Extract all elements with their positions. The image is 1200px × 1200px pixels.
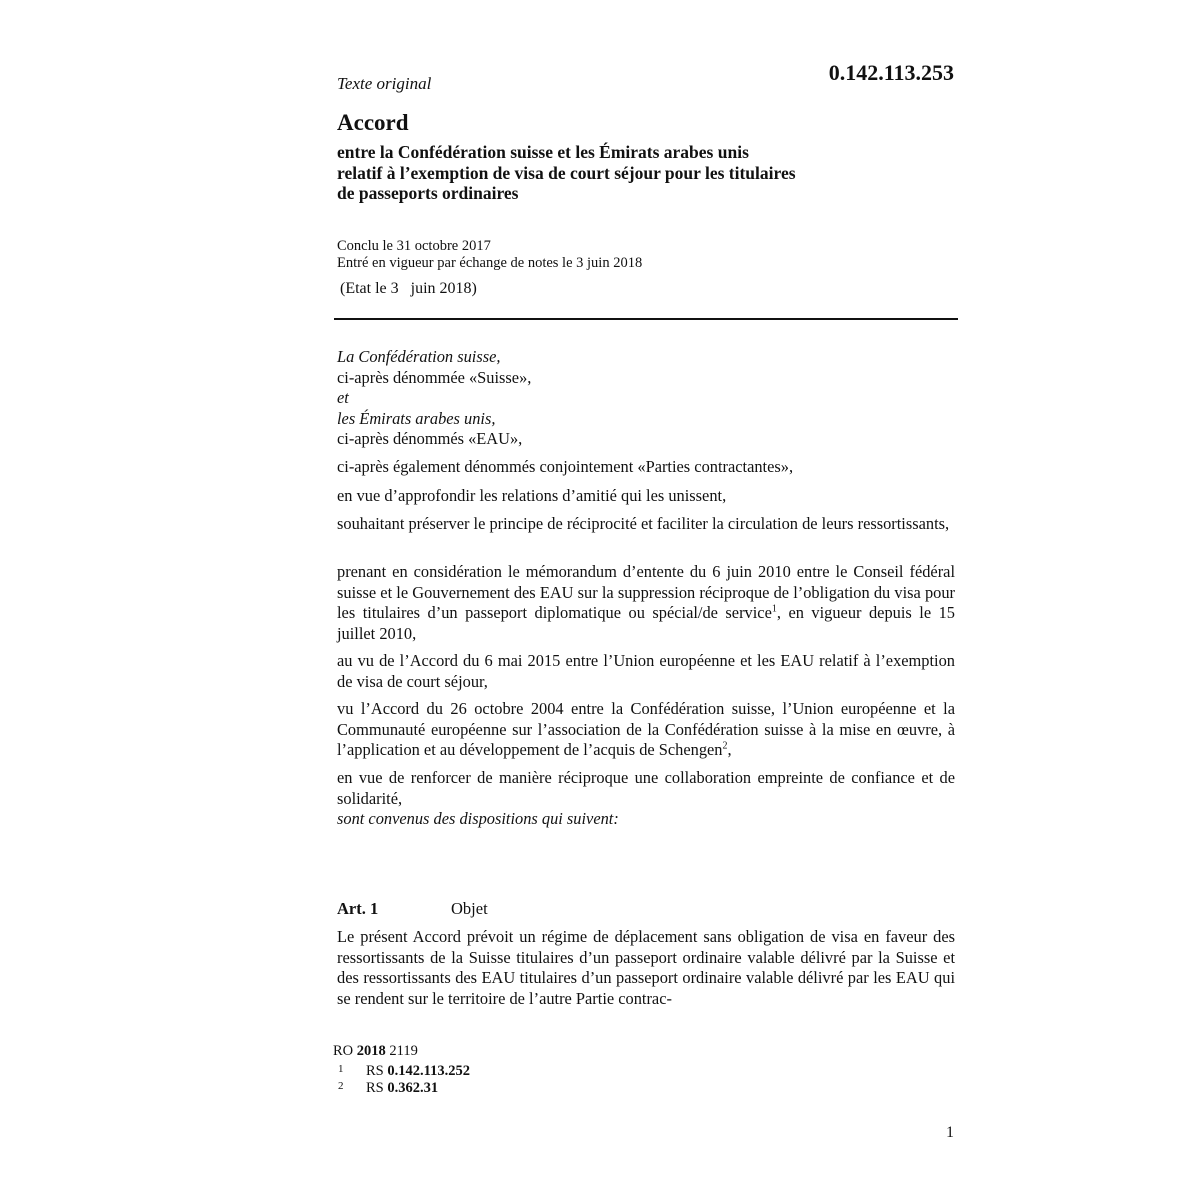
footnote-ref-link[interactable]: 0.362.31 <box>387 1080 439 1096</box>
preamble-text: au vu de l’Accord du 6 mai 2015 entre l’Union européenne et les EAU relatif à l’exemption de visa de court séjour, <box>337 651 955 691</box>
subtitle-line: relatif à l’exemption de visa de court séjour pour les titulaires <box>337 162 796 183</box>
preamble-text <box>337 562 955 644</box>
party-switzerland-desc: ci-après dénommée «Suisse», <box>337 367 532 387</box>
footnote-prefix: RS <box>366 1063 388 1079</box>
subtitle-line: entre la Confédération suisse et les Émirats arabes unis <box>337 142 749 162</box>
footnote-ref-2[interactable]: 2 <box>722 740 728 752</box>
preamble-text <box>337 699 955 761</box>
document-title: Accord <box>337 110 409 135</box>
preamble-text: ci-après également dénommés conjointement «Parties contractantes», <box>337 457 794 476</box>
preamble-text: en vue de renforcer de manière réciproque une collaboration empreinte de confiance et de solidarité, <box>337 768 955 808</box>
preamble-reciprocity <box>337 514 955 535</box>
schengen-text-end: , <box>727 740 732 759</box>
ro-year: 2018 <box>356 1043 386 1059</box>
memorandum-text: prenant en considération le mémorandum d’entente du 6 juin 2010 entre le Conseil fédéral suisse et le Gouvernement des EAU sur la suppression réciproque de l’obligation du visa pour les titulaires d’un passeport diplomatique ou spécial/de service <box>337 562 955 622</box>
subtitle-line: de passeports ordinaires <box>337 183 519 203</box>
footnote-prefix: RS <box>366 1080 388 1096</box>
header-divider <box>334 318 958 320</box>
footnote-number: 2 <box>338 1080 344 1092</box>
preamble-schengen <box>337 699 955 761</box>
ro-reference <box>333 1042 418 1060</box>
document-dates <box>337 238 642 272</box>
preamble-memorandum <box>337 562 955 644</box>
preamble-collaboration <box>337 768 955 830</box>
preamble-parties <box>337 347 955 450</box>
article-1-body <box>337 927 955 1009</box>
document-subtitle <box>337 142 937 204</box>
ro-prefix: RO <box>333 1043 357 1059</box>
footnote-ref-1[interactable]: 1 <box>771 603 777 615</box>
article-text: Le présent Accord prévoit un régime de déplacement sans obligation de visa en faveur des ressortissants de la Suisse titulaires d’un passeport ordinaire valable délivré par la Suisse et des ressortissants des EAU titulaires d’un passeport ordinaire valable délivré par les EAU qui se rendent sur le territoire de l’autre Partie contrac- <box>337 927 955 1008</box>
preamble-jointly <box>337 457 955 478</box>
schengen-text: vu l’Accord du 26 octobre 2004 entre la Confédération suisse, l’Union européenne et la Communauté européenne sur l’association de la Confédération suisse à la mise en œuvre, à l’application et au développement de l’acquis de Schengen <box>337 699 955 759</box>
party-uae: les Émirats arabes unis, <box>337 408 496 428</box>
conjunction-et: et <box>337 388 349 407</box>
memorandum-text-end: , en vigueur depuis le 15 juillet 2010, <box>337 603 955 643</box>
party-uae-desc: ci-après dénommés «EAU», <box>337 429 523 448</box>
texte-original-label: Texte original <box>337 74 432 93</box>
preamble-agreed: sont convenus des dispositions qui suivent: <box>337 809 619 828</box>
footnote-1 <box>366 1063 470 1080</box>
preamble-eu-accord <box>337 651 955 692</box>
footnote-2 <box>366 1080 438 1097</box>
status-date: (Etat le 3 juin 2018) <box>340 280 477 297</box>
footnote-ref-link[interactable]: 0.142.113.252 <box>387 1063 470 1079</box>
party-switzerland: La Confédération suisse, <box>337 347 501 366</box>
footnote-number: 1 <box>338 1063 344 1075</box>
concluded-date: Conclu le 31 octobre 2017 <box>337 238 491 254</box>
preamble-friendship <box>337 486 955 507</box>
entry-into-force-date: Entré en vigueur par échange de notes le 3 juin 2018 <box>337 255 643 271</box>
page-number: 1 <box>946 1124 954 1141</box>
ro-page: 2119 <box>385 1043 418 1059</box>
article-title: Objet <box>451 899 488 918</box>
sr-number: 0.142.113.253 <box>828 60 954 85</box>
preamble-text: souhaitant préserver le principe de réciprocité et faciliter la circulation de leurs ressortissants, <box>337 514 950 533</box>
article-number: Art. 1 <box>337 899 379 918</box>
preamble-text: en vue d’approfondir les relations d’amitié qui les unissent, <box>337 486 727 505</box>
